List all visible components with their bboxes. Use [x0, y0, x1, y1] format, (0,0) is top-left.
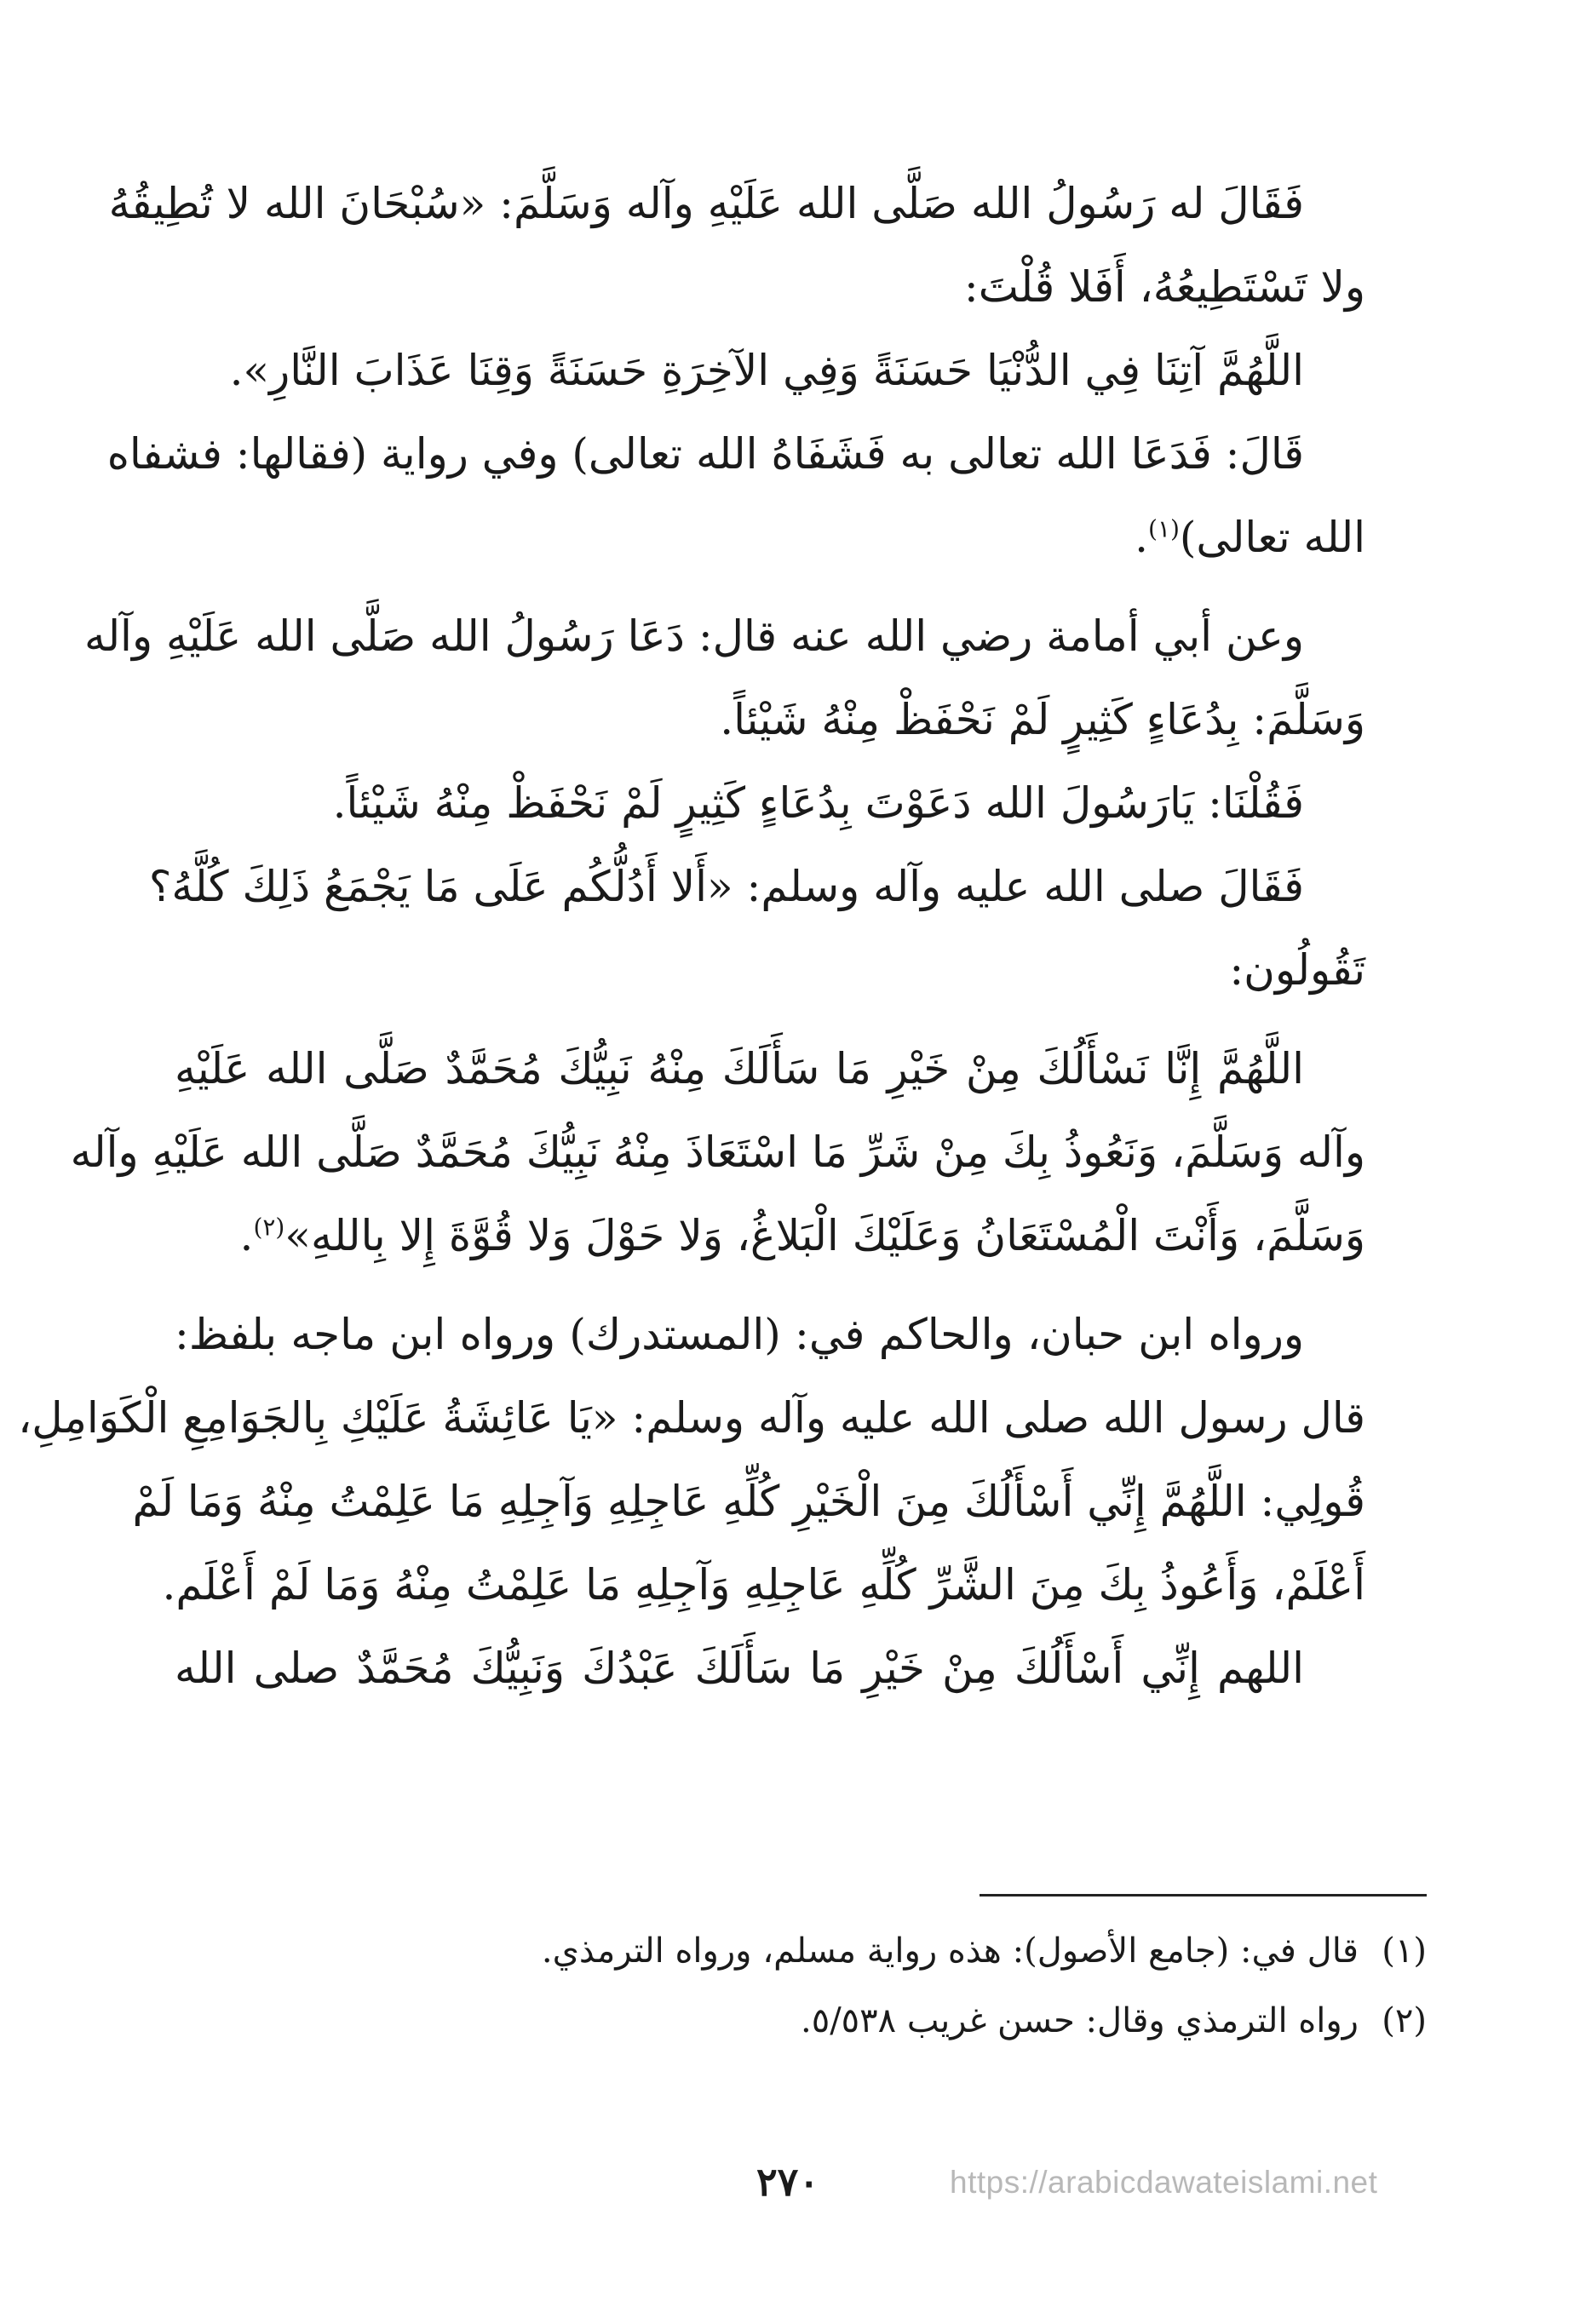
text-line: فَقَالَ صلى الله عليه وآله وسلم: «أَلا أَدُلُّكُم عَلَى مَا يَجْمَعُ ذَلِكَ كُلَّهُ؟	[148, 862, 1304, 911]
text-line-with-footnote	[175, 1194, 1427, 1277]
footnotes	[175, 1916, 1427, 2056]
paragraph-2	[175, 329, 1427, 412]
text-fragment: .	[239, 1211, 254, 1260]
footnote-number: (١)	[1382, 1931, 1427, 1971]
text-line: وآله وَسَلَّمَ، وَنَعُوذُ بِكَ مِنْ شَرِّ مَا اسْتَعَاذَ مِنْهُ نَبِيُّكَ مُحَمَّدٌ صَلَّى الله عَلَيْهِ وآله	[70, 1128, 1365, 1177]
text-line: أَعْلَمْ، وَأَعُوذُ بِكَ مِنَ الشَّرِّ كُلِّهِ عَاجِلِهِ وَآجِلِهِ مَا عَلِمْتُ مِنْهُ وَمَا لَمْ أَعْلَم.	[162, 1560, 1365, 1610]
footnote-separator	[980, 1894, 1427, 1896]
text-line: اللهم إِنِّي أَسْأَلُكَ مِنْ خَيْرِ مَا سَأَلَكَ عَبْدُكَ وَنَبِيُّكَ مُحَمَّدٌ صلى الله	[175, 1644, 1304, 1693]
footnote-text: رواه الترمذي وقال: حسن غريب ٥/٥٣٨.	[800, 2001, 1359, 2040]
main-text	[18, 162, 1427, 1710]
text-line: ورواه ابن حبان، والحاكم في: (المستدرك) ورواه ابن ماجه بلفظ:	[175, 1310, 1304, 1359]
text-fragment: الله تعالى)	[1179, 513, 1365, 562]
paragraph-9	[175, 1627, 1427, 1710]
text-line: قَالَ: فَدَعَا الله تعالى به فَشَفَاهُ الله تعالى) وفي رواية (فقالها: فشفاه	[106, 429, 1304, 479]
footnote-ref-1: (١)	[1148, 514, 1180, 543]
text-line-with-footnote	[175, 496, 1427, 579]
text-line: وَسَلَّمَ: بِدُعَاءٍ كَثِيرٍ لَمْ نَحْفَظْ مِنْهُ شَيْئاً.	[720, 695, 1365, 744]
paragraph-7	[70, 1027, 1427, 1277]
text-line: اللَّهُمَّ آتِنَا فِي الدُّنْيَا حَسَنَةً وَفِي الآخِرَةِ حَسَنَةً وَقِنَا عَذَابَ النَّارِ».	[229, 346, 1304, 395]
text-line: قُولِي: اللَّهُمَّ إِنِّي أَسْأَلُكَ مِنَ الْخَيْرِ كُلِّهِ عَاجِلِهِ وَآجِلِهِ مَا عَلِمْتُ مِنْهُ وَمَا لَمْ	[132, 1477, 1365, 1526]
text-line: اللَّهُمَّ إِنَّا نَسْأَلُكَ مِنْ خَيْرِ مَا سَأَلَكَ مِنْهُ نَبِيُّكَ مُحَمَّدٌ صَلَّى الله عَلَيْهِ	[175, 1044, 1304, 1093]
text-line: تَقُولُون:	[1229, 945, 1365, 995]
text-line: فَقَالَ له رَسُولُ الله صَلَّى الله عَلَيْهِ وآله وَسَلَّمَ: «سُبْحَانَ الله لا تُطِيقُهُ	[108, 179, 1304, 228]
paragraph-6	[148, 845, 1427, 1012]
footnote-number: (٢)	[1382, 2001, 1427, 2040]
footnote-ref-2: (٢)	[253, 1213, 285, 1242]
text-fragment: .	[1135, 513, 1148, 562]
text-fragment: وَسَلَّمَ، وَأَنْتَ الْمُسْتَعَانُ وَعَلَيْكَ الْبَلاغُ، وَلا حَوْلَ وَلا قُوَّةَ إِلا بِاللهِ»	[284, 1211, 1365, 1260]
page-number: ٢٧٠	[756, 2159, 820, 2205]
watermark-url: https://arabicdawateislami.net	[950, 2165, 1378, 2200]
footnote-1	[175, 1916, 1427, 1986]
footnote-2	[175, 1986, 1427, 2056]
paragraph-8	[18, 1293, 1427, 1627]
text-line: فَقُلْنَا: يَارَسُولَ الله دَعَوْتَ بِدُعَاءٍ كَثِيرٍ لَمْ نَحْفَظْ مِنْهُ شَيْئاً.	[332, 778, 1304, 828]
paragraph-4	[84, 594, 1427, 761]
text-line: وعن أبي أمامة رضي الله عنه قال: دَعَا رَسُولُ الله صَلَّى الله عَلَيْهِ وآله	[84, 611, 1304, 661]
text-line: قال رسول الله صلى الله عليه وآله وسلم: «يَا عَائِشَةُ عَلَيْكِ بِالجَوَامِعِ الْكَوَامِلِ،	[18, 1393, 1365, 1443]
footnote-text: قال في: (جامع الأصول): هذه رواية مسلم، ورواه الترمذي.	[541, 1931, 1359, 1971]
paragraph-3	[106, 412, 1427, 579]
text-line: ولا تَسْتَطِيعُهُ، أَفَلا قُلْتَ:	[963, 262, 1365, 312]
paragraph-5	[175, 761, 1427, 845]
paragraph-1	[108, 162, 1427, 329]
